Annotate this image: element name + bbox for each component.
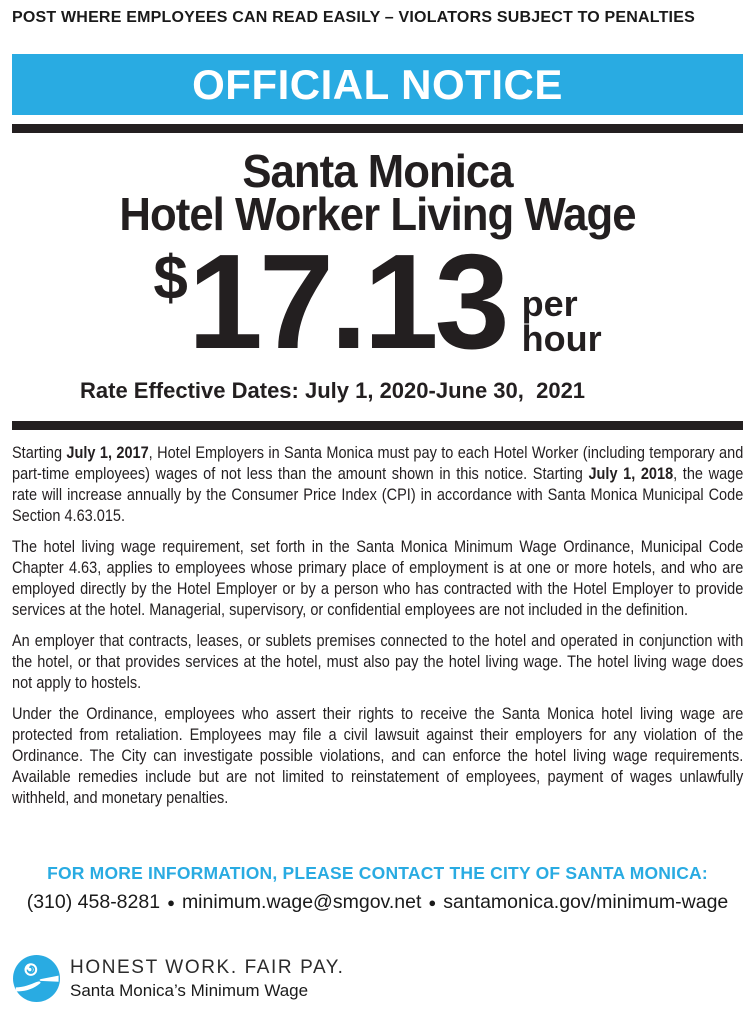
poster-title-line1: Santa Monica (242, 145, 513, 197)
official-notice-banner (12, 54, 743, 115)
poster-title-line2: Hotel Worker Living Wage (119, 187, 636, 240)
wage-currency-symbol: $ (153, 243, 188, 313)
contact-phone: (310) 458-8281 (26, 890, 161, 913)
post-warning-text: POST WHERE EMPLOYEES CAN READ EASILY – VIOLATORS SUBJECT TO PENALTIES (12, 9, 695, 26)
contact-heading: FOR MORE INFORMATION, PLEASE CONTACT THE CITY OF SANTA MONICA: (47, 862, 708, 883)
body-paragraph: Under the Ordinance, employees who assert their rights to receive the Santa Monica hotel living wage are protected from retaliation. Employees may file a civil lawsuit against their employers for any violation of the Ordinance. The City can investigate possible violations, and can enforce the hotel living wage requirements. Available remedies include but are not limited to reinstatement of employees, payment of wages unlawfully withheld, and monetary penalties. (12, 704, 744, 807)
rate-effective-dates: Rate Effective Dates: July 1, 2020-June 30, 2021 (80, 377, 586, 403)
section-divider-bar (12, 421, 743, 430)
wage-unit (521, 282, 602, 359)
santa-monica-city-logo-icon (13, 955, 60, 1002)
body-paragraph: Starting July 1, 2017, Hotel Employers in Santa Monica must pay to each Hotel Worker (including temporary and part-time employees) wages of not less than the amount shown in this notice. Starting July 1, 2018, the wage rate will increase annually by the Consumer Price Index (CPI) in accordance with Santa Monica Municipal Code Section 4.63.015. (12, 443, 744, 525)
contact-info-line (0, 891, 755, 914)
banner-underline-bar (12, 124, 743, 133)
contact-email: minimum.wage@smgov.net (181, 890, 422, 913)
footer-subtitle: Santa Monica’s Minimum Wage (70, 980, 309, 1000)
wage-display (0, 225, 755, 377)
footer (13, 955, 345, 1002)
footer-tagline: HONEST WORK. FAIR PAY. (70, 956, 345, 978)
wage-amount: 17.13 (187, 225, 506, 377)
banner-title: OFFICIAL NOTICE (192, 60, 563, 108)
bullet-separator-icon: ● (428, 894, 437, 910)
paragraphs (12, 443, 743, 809)
wage-unit-line1: per (521, 282, 578, 324)
contact-section (0, 863, 755, 914)
poster-title (19, 145, 736, 240)
wage-unit-line2: hour (521, 317, 602, 359)
bullet-separator-icon: ● (167, 894, 175, 910)
official-notice-poster (0, 9, 755, 1009)
body-paragraph: An employer that contracts, leases, or sublets premises connected to the hotel and operated in conjunction with the hotel, or that provides services at the hotel, must also pay the hotel living wage. The hotel living wage does not apply to hostels. (12, 631, 744, 692)
footer-text (70, 957, 345, 1001)
contact-website: santamonica.gov/minimum-wage (443, 890, 729, 913)
body-paragraph: The hotel living wage requirement, set forth in the Santa Monica Minimum Wage Ordinance, Municipal Code Chapter 4.63, applies to employees whose primary place of employment is at one or more hotels, and who are employed directly by the Hotel Employer or by a person who has contracted with the Hotel Employer to provide services at the hotel. Managerial, supervisory, or confidential employees are not included in the definition. (12, 537, 744, 619)
